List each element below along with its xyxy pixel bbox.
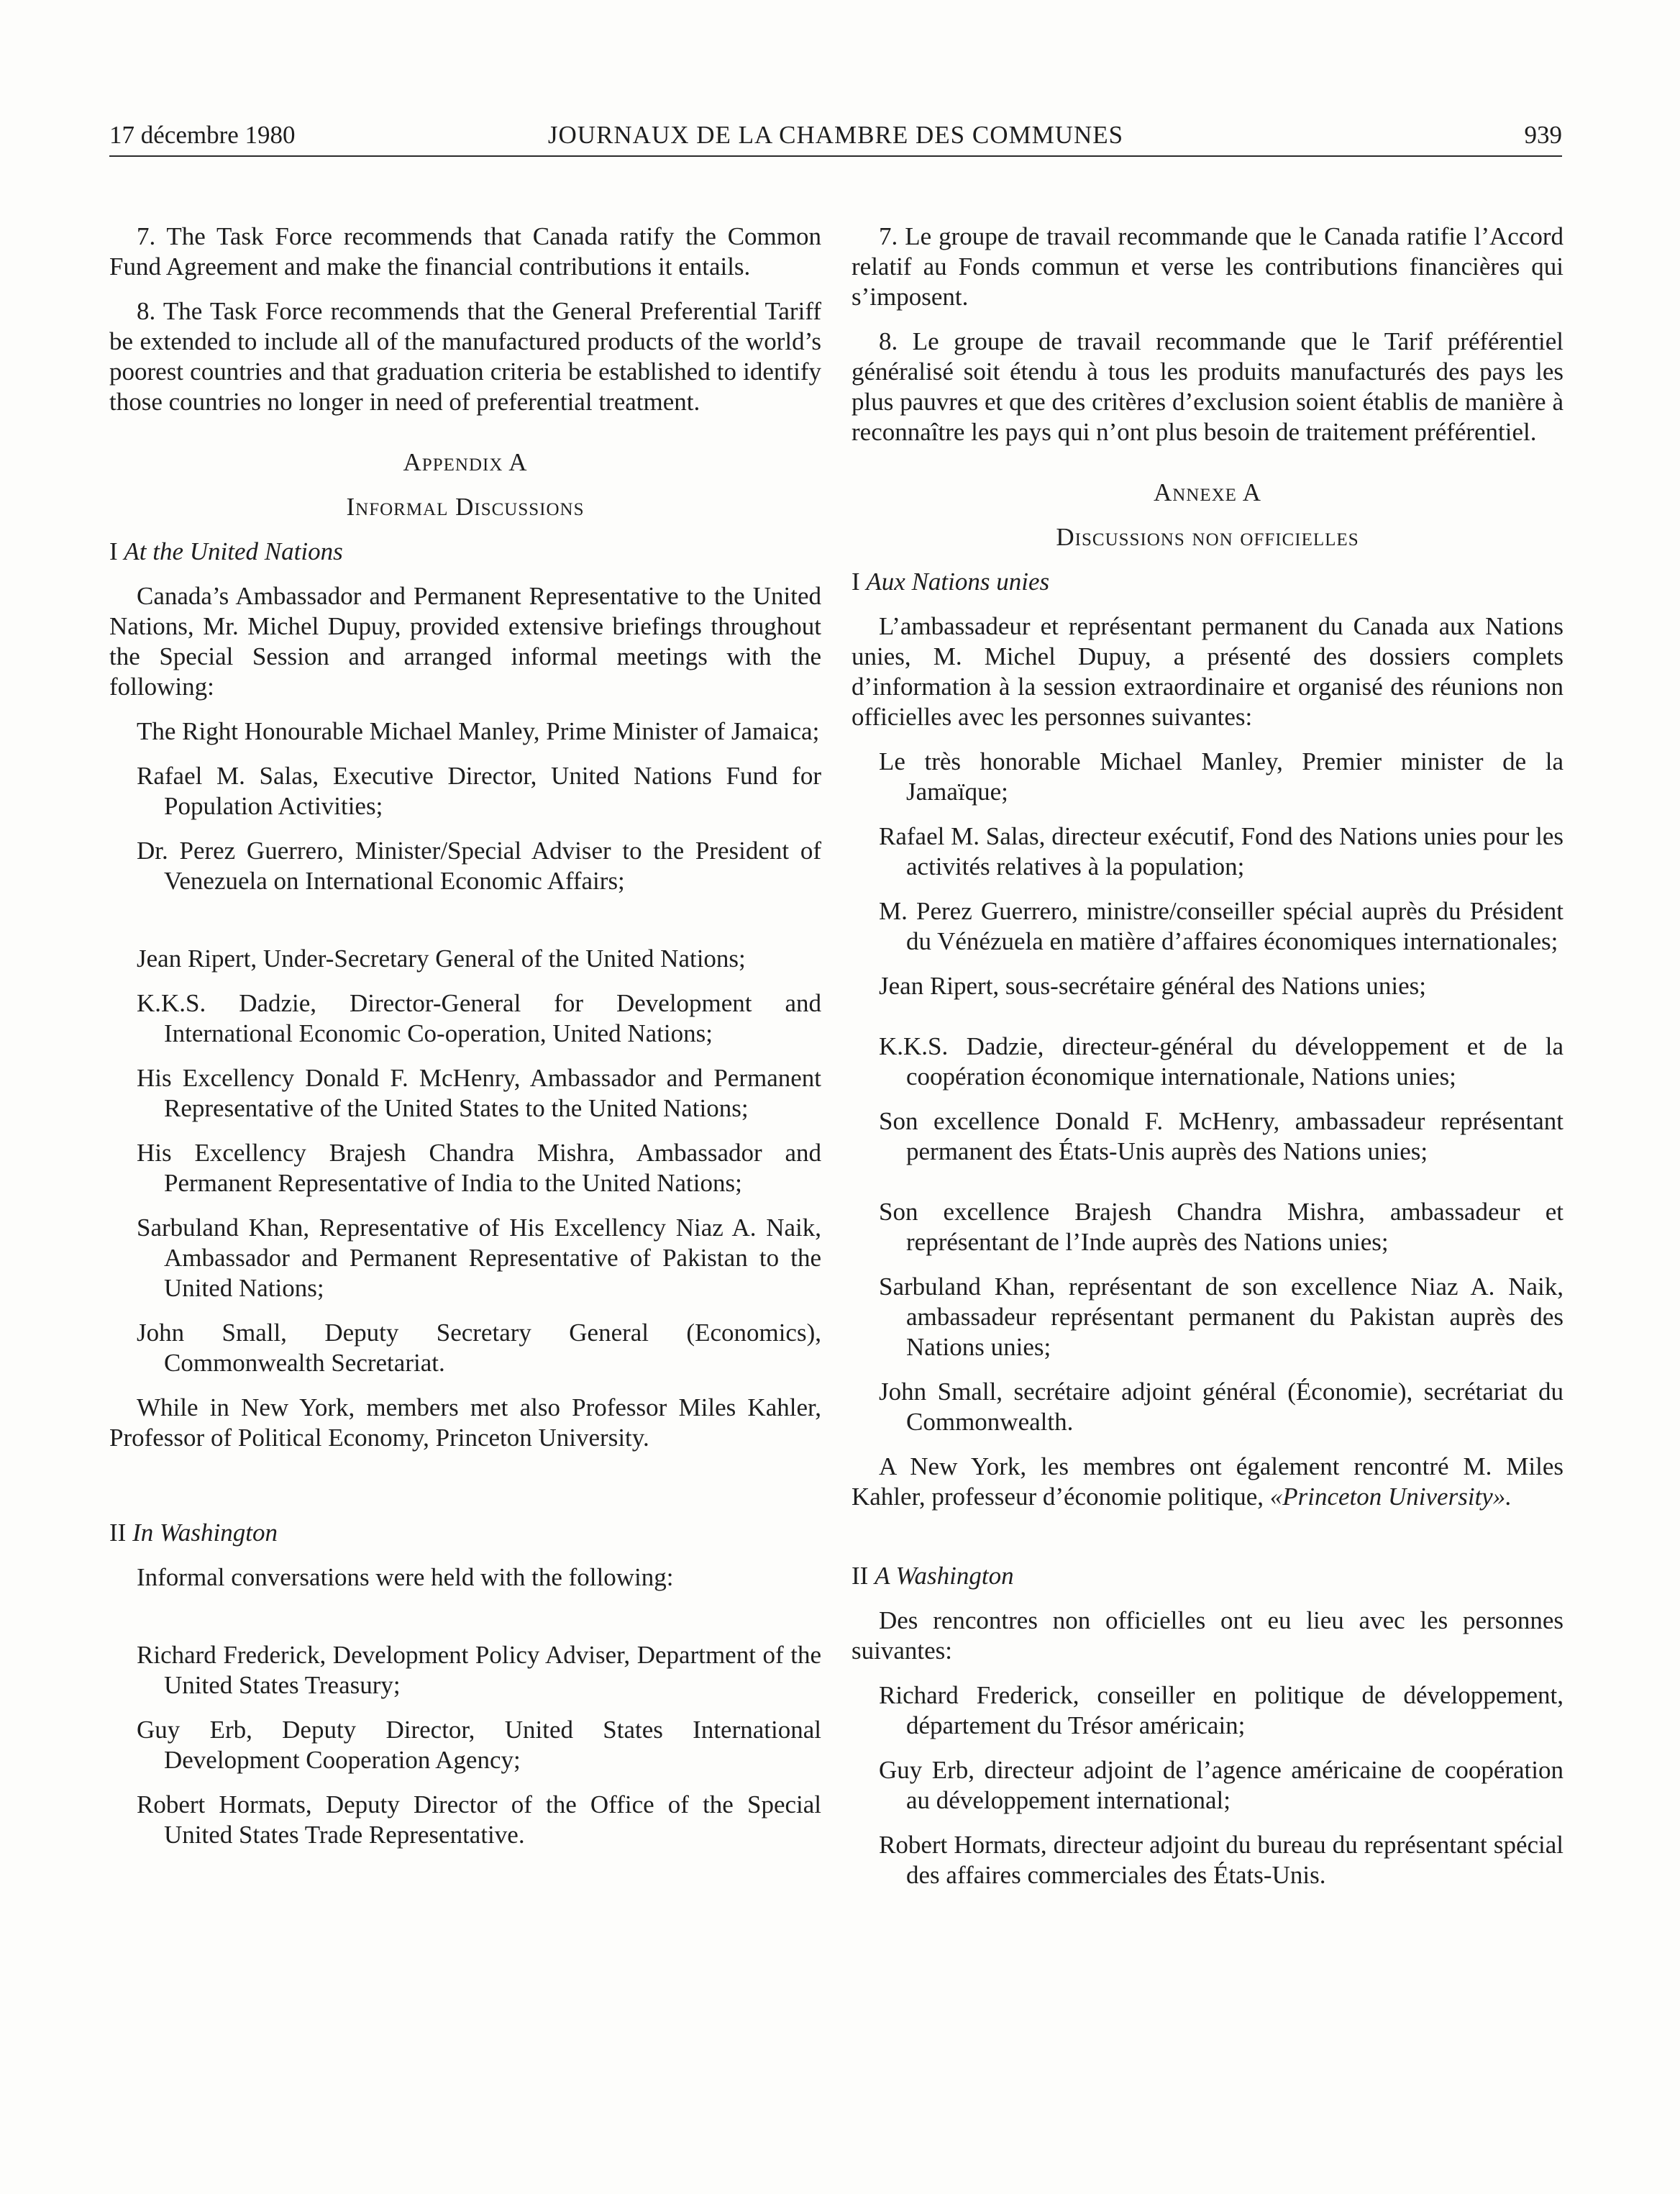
page-number: 939 — [1524, 121, 1562, 149]
list-item: John Small, Deputy Secretary General (Economics), Commonwealth Secretariat. — [137, 1319, 821, 1377]
appendix-subtitle: Discussions non officielles — [1056, 523, 1359, 551]
section-2-heading — [852, 1561, 1563, 1591]
section-2-intro: Informal conversations were held with the following: — [137, 1563, 674, 1591]
list-item: Dr. Perez Guerrero, Minister/Special Adviser to the President of Venezuela on International Economic Affairs; — [137, 837, 821, 895]
appendix-title: Annexe A — [1153, 478, 1262, 506]
section-1-title: At the United Nations — [124, 537, 343, 565]
section-2-number: II — [852, 1562, 869, 1590]
english-column — [109, 222, 821, 1865]
list-item: Richard Frederick, conseiller en politique de développement, département du Trésor américain; — [879, 1681, 1563, 1739]
list-item: Richard Frederick, Development Policy Adviser, Department of the United States Treasury; — [137, 1641, 821, 1699]
list-item: Jean Ripert, sous-secrétaire général des Nations unies; — [879, 972, 1426, 1000]
list-item: Guy Erb, directeur adjoint de l’agence américaine de coopération au développement international; — [879, 1756, 1563, 1814]
list-item: Son excellence Donald F. McHenry, ambassadeur représentant permanent des États-Unis auprès des Nations unies; — [879, 1107, 1563, 1165]
list-item: Sarbuland Khan, Representative of His Excellency Niaz A. Naik, Ambassador and Permanent Representative of Pakistan to the United Nations; — [137, 1214, 821, 1302]
list-item: Son excellence Brajesh Chandra Mishra, ambassadeur et représentant de l’Inde auprès des Nations unies; — [879, 1198, 1563, 1256]
appendix-subtitle: Informal Discussions — [346, 493, 585, 521]
section-1-closing-text: A New York, les membres ont également rencontré M. Miles Kahler, professeur d’économie politique, — [852, 1452, 1563, 1511]
header-title: JOURNAUX DE LA CHAMBRE DES COMMUNES — [547, 121, 1124, 149]
list-item: Jean Ripert, Under-Secretary General of the United Nations; — [137, 944, 746, 973]
section-2-intro: Des rencontres non officielles ont eu lieu avec les personnes suivantes: — [852, 1606, 1563, 1665]
list-item: K.K.S. Dadzie, Director-General for Development and International Economic Co-operation, United Nations; — [137, 989, 821, 1047]
recommendation-8: 8. The Task Force recommends that the General Preferential Tariff be extended to include all of the manufactured products of the world’s poorest countries and that graduation criteria be established to identify those countries no longer in need of preferential treatment. — [109, 297, 821, 416]
recommendation-8: 8. Le groupe de travail recommande que le Tarif préférentiel généralisé soit étendu à tous les produits manufacturés des pays les plus pauvres et que des critères d’exclusion soient établis de manière à reconnaître les pays qui n’ont plus besoin de traitement préférentiel. — [852, 327, 1563, 446]
section-1-closing — [852, 1452, 1563, 1512]
list-item: Robert Hormats, Deputy Director of the Office of the Special United States Trade Representative. — [137, 1790, 821, 1849]
list-item: His Excellency Donald F. McHenry, Ambassador and Permanent Representative of the United States to the United Nations; — [137, 1064, 821, 1122]
header-date: 17 décembre 1980 — [109, 121, 296, 149]
list-item: Robert Hormats, directeur adjoint du bureau du représentant spécial des affaires commerciales des États-Unis. — [879, 1831, 1563, 1889]
list-item: His Excellency Brajesh Chandra Mishra, Ambassador and Permanent Representative of India to the United Nations; — [137, 1139, 821, 1197]
section-1-number: I — [109, 537, 118, 565]
list-item: M. Perez Guerrero, ministre/conseiller spécial auprès du Président du Vénézuela en matière d’affaires économiques internationales; — [879, 897, 1563, 955]
section-2-title: A Washington — [875, 1562, 1014, 1590]
section-1-heading — [109, 537, 821, 567]
recommendation-7: 7. The Task Force recommends that Canada ratify the Common Fund Agreement and make the financial contributions it entails. — [109, 222, 821, 281]
section-1-heading — [852, 567, 1563, 597]
section-2-title: In Washington — [132, 1519, 278, 1547]
list-item: Sarbuland Khan, représentant de son excellence Niaz A. Naik, ambassadeur représentant permanent du Pakistan auprès des Nations unies; — [879, 1273, 1563, 1361]
recommendation-7: 7. Le groupe de travail recommande que le Canada ratifie l’Accord relatif au Fonds commun et verse les contributions financières qui s’imposent. — [852, 222, 1563, 311]
section-1-intro: L’ambassadeur et représentant permanent du Canada aux Nations unies, M. Michel Dupuy, a présenté des dossiers complets d’information à la session extraordinaire et organisé des réunions non officielles avec les personnes suivantes: — [852, 612, 1563, 731]
list-item: Guy Erb, Deputy Director, United States International Development Cooperation Agency; — [137, 1716, 821, 1774]
list-item: John Small, secrétaire adjoint général (Économie), secrétariat du Commonwealth. — [879, 1378, 1563, 1436]
french-column — [852, 222, 1563, 1905]
list-item: Rafael M. Salas, Executive Director, United Nations Fund for Population Activities; — [137, 762, 821, 820]
list-item: The Right Honourable Michael Manley, Prime Minister of Jamaica; — [137, 717, 820, 745]
appendix-title: Appendix A — [403, 448, 528, 476]
section-1-number: I — [852, 568, 860, 596]
section-1-intro: Canada’s Ambassador and Permanent Representative to the United Nations, Mr. Michel Dupuy, provided extensive briefings throughout the Special Session and arranged informal meetings with the following: — [109, 582, 821, 701]
section-2-heading — [109, 1518, 821, 1548]
list-item: Rafael M. Salas, directeur exécutif, Fond des Nations unies pour les activités relatives à la population; — [879, 822, 1563, 880]
institution-name: «Princeton University». — [1269, 1483, 1512, 1511]
section-2-number: II — [109, 1519, 127, 1547]
running-header — [109, 115, 1562, 157]
list-item: Le très honorable Michael Manley, Premier minister de la Jamaïque; — [879, 747, 1563, 806]
section-1-closing: While in New York, members met also Professor Miles Kahler, Professor of Political Economy, Princeton University. — [109, 1393, 821, 1452]
section-1-title: Aux Nations unies — [866, 568, 1050, 596]
list-item: K.K.S. Dadzie, directeur-général du développement et de la coopération économique internationale, Nations unies; — [879, 1032, 1563, 1091]
